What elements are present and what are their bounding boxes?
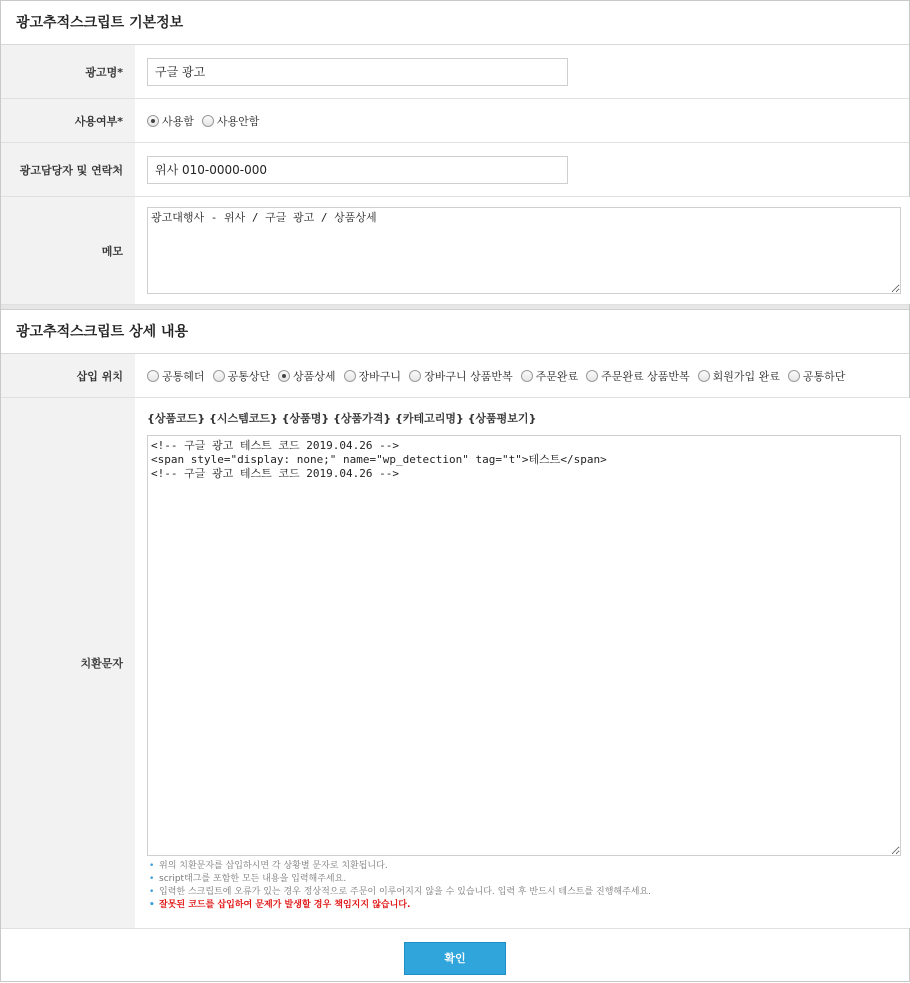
ad-name-row [1, 45, 909, 99]
usage-option-not-use[interactable] [202, 113, 260, 129]
usage-radio-group [147, 113, 267, 129]
position-radio-group [147, 368, 853, 384]
usage-option-use[interactable] [147, 113, 194, 129]
position-option[interactable] [586, 368, 690, 384]
radio-unchecked-icon[interactable] [147, 370, 159, 382]
radio-checked-icon[interactable] [278, 370, 290, 382]
basic-info-title: 광고추적스크립트 기본정보 [1, 1, 909, 45]
radio-unchecked-icon[interactable] [409, 370, 421, 382]
footer [1, 929, 909, 983]
ad-name-label: 광고명* [1, 45, 135, 98]
radio-unchecked-icon[interactable] [202, 115, 214, 127]
position-option[interactable] [213, 368, 271, 384]
position-option-label: 주문완료 상품반복 [601, 369, 690, 383]
replace-label: 치환문자 [1, 398, 135, 928]
position-row [1, 354, 909, 398]
position-option-label: 공통상단 [227, 369, 271, 383]
contact-field-cell [135, 143, 909, 196]
note-item: • script태그를 포함한 모든 내용을 입력해주세요. [147, 873, 651, 886]
replace-tokens: {상품코드} {시스템코드} {상품명} {상품가격} {카테고리명} {상품평보기} [147, 412, 537, 425]
radio-checked-icon[interactable] [147, 115, 159, 127]
contact-row [1, 143, 909, 197]
position-option[interactable] [344, 368, 402, 384]
usage-row [1, 99, 909, 143]
ad-name-field-cell [135, 45, 909, 98]
position-option-label: 장바구니 [358, 369, 402, 383]
contact-label: 광고담당자 및 연락처 [1, 143, 135, 196]
position-option[interactable] [698, 368, 780, 384]
note-item: • 입력한 스크립트에 오류가 있는 경우 정상적으로 주문이 이루어지지 않을 수 있습니다. 입력 후 반드시 테스트를 진행해주세요. [147, 886, 651, 899]
radio-unchecked-icon[interactable] [586, 370, 598, 382]
usage-field-cell [135, 99, 909, 142]
contact-input[interactable] [147, 156, 568, 184]
ad-name-input[interactable] [147, 58, 568, 86]
usage-label: 사용여부* [1, 99, 135, 142]
position-option[interactable] [147, 368, 205, 384]
position-option[interactable] [409, 368, 513, 384]
position-label: 삽입 위치 [1, 354, 135, 397]
memo-row [1, 197, 909, 305]
radio-unchecked-icon[interactable] [344, 370, 356, 382]
radio-unchecked-icon[interactable] [698, 370, 710, 382]
radio-unchecked-icon[interactable] [521, 370, 533, 382]
memo-field-cell [135, 197, 910, 304]
radio-unchecked-icon[interactable] [788, 370, 800, 382]
confirm-button[interactable]: 확인 [404, 942, 506, 975]
note-item: • 위의 치환문자를 삽입하시면 각 상황별 문자로 치환됩니다. [147, 860, 651, 873]
memo-textarea[interactable] [147, 207, 901, 294]
usage-option-label: 사용안함 [216, 114, 260, 128]
replace-row [1, 398, 909, 929]
position-option-label: 주문완료 [535, 369, 579, 383]
memo-label: 메모 [1, 197, 135, 304]
script-code-textarea[interactable] [147, 435, 901, 856]
position-field-cell [135, 354, 909, 397]
warning-note: • 잘못된 코드를 삽입하여 문제가 발생할 경우 책임지지 않습니다. [147, 899, 651, 912]
position-option[interactable] [278, 368, 336, 384]
position-option-label: 공통헤더 [162, 369, 205, 383]
position-option[interactable] [521, 368, 579, 384]
position-option[interactable] [788, 368, 846, 384]
radio-unchecked-icon[interactable] [213, 370, 225, 382]
position-option-label: 회원가입 완료 [712, 369, 780, 383]
replace-field-cell [135, 398, 910, 928]
position-option-label: 장바구니 상품반복 [424, 369, 513, 383]
position-option-label: 공통하단 [802, 369, 846, 383]
notes-list [147, 860, 651, 912]
usage-option-label: 사용함 [162, 114, 194, 128]
position-option-label: 상품상세 [293, 369, 336, 383]
detail-title: 광고추적스크립트 상세 내용 [1, 310, 909, 354]
